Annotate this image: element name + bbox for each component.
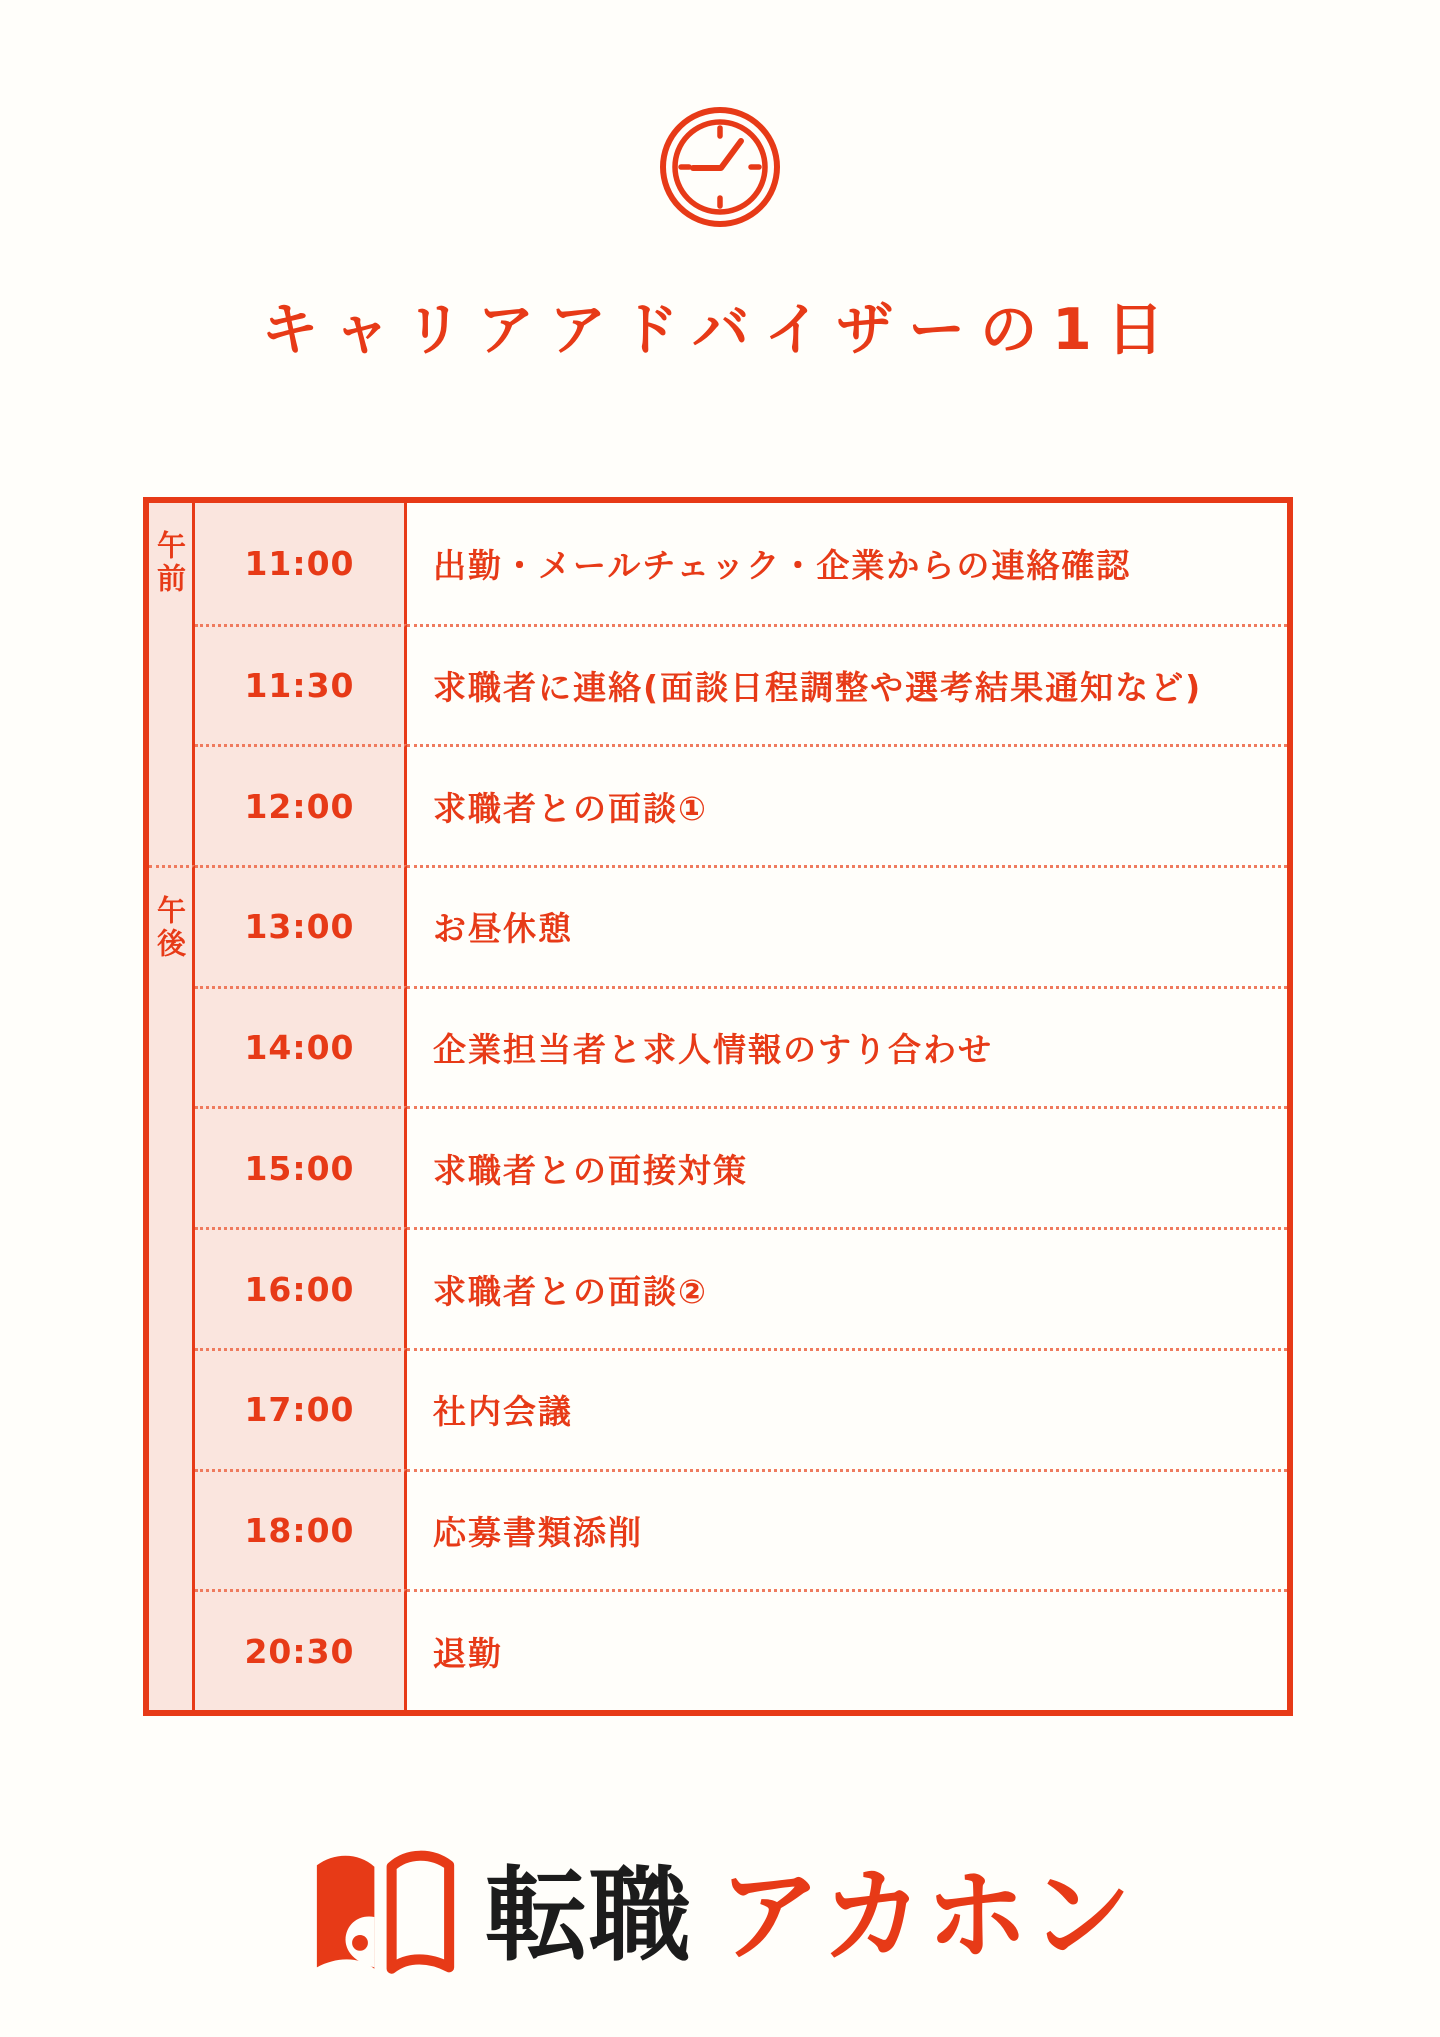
clock-icon [656, 103, 784, 231]
time-cell: 11:00 [195, 503, 407, 624]
time-cell: 16:00 [195, 1227, 407, 1348]
section-label-am-text: 午前 [153, 530, 187, 596]
time-cell: 17:00 [195, 1348, 407, 1469]
logo-text-black: 転職 [484, 1857, 693, 1976]
section-label-pm-text: 午後 [153, 895, 187, 962]
activity-cell: 求職者に連絡(面談日程調整や選考結果通知など) [407, 624, 1287, 745]
section-label-pm [149, 865, 195, 1710]
time-cell: 20:30 [195, 1589, 407, 1710]
activity-cell: 求職者との面談① [407, 744, 1287, 865]
activity-cell: 応募書類添削 [407, 1469, 1287, 1590]
schedule-table [143, 497, 1293, 1716]
time-cell: 13:00 [195, 865, 407, 986]
time-cell: 12:00 [195, 744, 407, 865]
brand-logo [0, 1848, 1440, 1986]
activity-cell: 企業担当者と求人情報のすり合わせ [407, 986, 1287, 1107]
activity-cell: 社内会議 [407, 1348, 1287, 1469]
time-cell: 11:30 [195, 624, 407, 745]
time-cell: 14:00 [195, 986, 407, 1107]
logo-text-red: アカホン [718, 1857, 1134, 1976]
page-title: キャリアアドバイザーの1日 [261, 297, 1179, 363]
activity-cell: お昼休憩 [407, 865, 1287, 986]
activity-cell: 退勤 [407, 1589, 1287, 1710]
open-book-icon [307, 1848, 459, 1986]
activity-cell: 求職者との面接対策 [407, 1106, 1287, 1227]
section-label-am [149, 503, 195, 865]
time-cell: 18:00 [195, 1469, 407, 1590]
activity-cell: 求職者との面談② [407, 1227, 1287, 1348]
activity-cell: 出勤・メールチェック・企業からの連絡確認 [433, 545, 1132, 585]
time-cell: 15:00 [195, 1106, 407, 1227]
